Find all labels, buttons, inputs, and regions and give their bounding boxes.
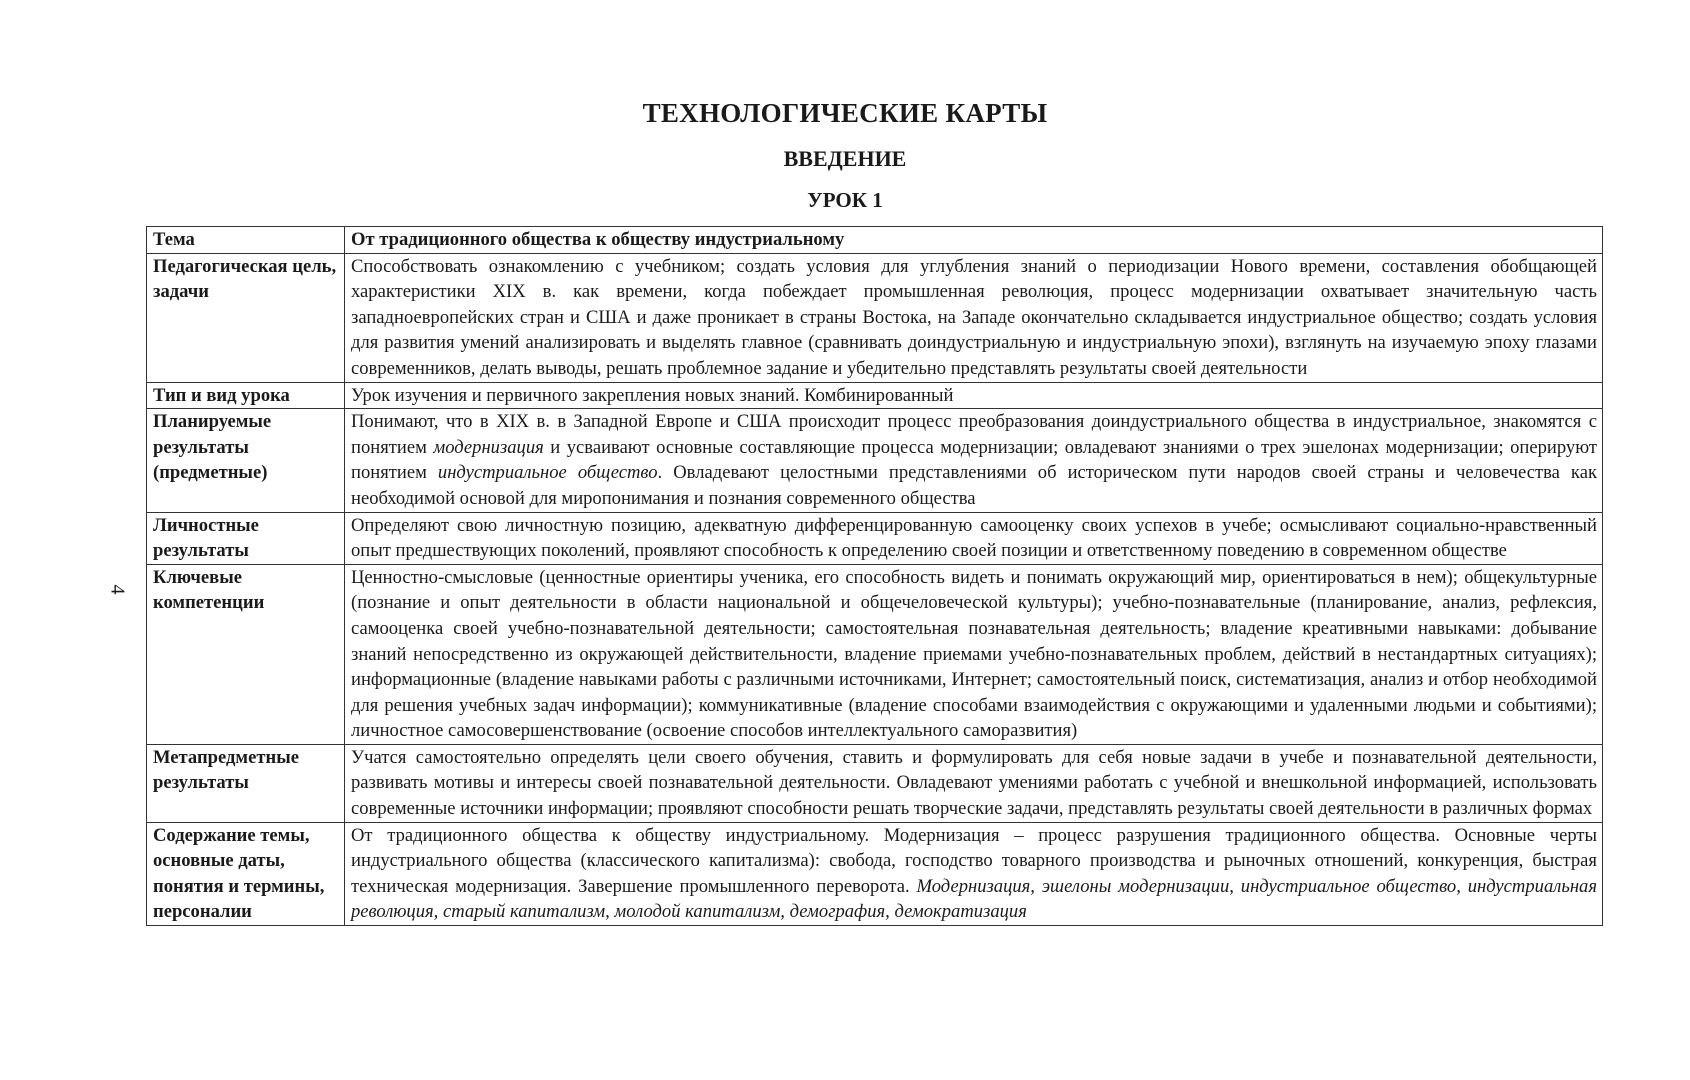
text-segment: . Овладевают целостными представлениями об историческом пути народов своей страны и человечества как необходимой основой для миропонимания и познания современного общества	[351, 462, 1597, 509]
row-label: Ключевые компетенции	[147, 564, 345, 744]
table-row-metasubject-results	[147, 744, 1603, 822]
table-row-lesson-type	[147, 382, 1603, 409]
text-segment: Понимают, что в XIX в. в Западной Европе и США происходит процесс преобразования доиндустриального общества в индустриальное, знакомятся с понятием	[351, 411, 1597, 458]
section-title: ВВЕДЕНИЕ	[783, 146, 907, 171]
row-label: Педагогическая цель, задачи	[147, 253, 345, 382]
row-value	[345, 409, 1603, 512]
row-value: Определяют свою личностную позицию, адекватную дифференцированную самооценку своих успехов в учебе; осмысливают социально-нравственный опыт предшествующих поколений, проявляют способность к определению своей позиции и ответственному поведению в современном обществе	[345, 512, 1603, 564]
table-row-personal-results	[147, 512, 1603, 564]
table-row-goal	[147, 253, 1603, 382]
row-label: Тип и вид урока	[147, 382, 345, 409]
term-italic: индустриальное общество	[437, 462, 658, 484]
row-label: Тема	[147, 227, 345, 254]
row-label: Метапредметные результаты	[147, 744, 345, 822]
row-value	[345, 822, 1603, 925]
row-value: Ценностно-смысловые (ценностные ориентиры ученика, его способность видеть и понимать окружающий мир, ориентироваться в нем); общекультурные (познание и опыт деятельности в области национальной и общечеловеческой культуры); учебно-познавательные (планирование, анализ, рефлексия, самооценка своей учебно-познавательной деятельности; самостоятельная познавательная деятельность; владение креативными навыками: добывание знаний непосредственно из окружающей действительности, владение приемами учебно-познавательных проблем, действий в нестандартных ситуациях); информационные (владение навыками работы с различными источниками, Интернет; самостоятельный поиск, систематизация, анализ и отбор необходимой для решения учебных задач информации); коммуникативные (владение способами взаимодействия с окружающими и удаленными людьми и событиями); личностное самосовершенствование (освоение способов интеллектуального саморазвития)	[345, 564, 1603, 744]
table-row-topic	[147, 227, 1603, 254]
lesson-title: УРОК 1	[807, 188, 883, 212]
row-label: Личностные результаты	[147, 512, 345, 564]
technology-card-table	[146, 226, 1603, 926]
table-row-topic-content	[147, 822, 1603, 925]
terms-italic: Модернизация, эшелоны модернизации, индустриальное общество, индустриальная революция, старый капитализм, молодой капитализм, демография, демократизация	[351, 875, 1597, 923]
row-value: От традиционного общества к обществу индустриальному	[345, 227, 1603, 254]
term-italic: модернизация	[433, 436, 544, 458]
text-segment: От традиционного общества к обществу индустриальному. Модернизация – процесс разрушения традиционного общества. Основные черты индустриального общества (классического капитализма): свобода, господство товарного производства и рыночных отношений, конкуренция, быстрая техническая модернизация. Завершение промышленного переворота.	[351, 824, 1597, 897]
page-number: 4	[106, 584, 129, 595]
row-value: Учатся самостоятельно определять цели своего обучения, ставить и формулировать для себя новые задачи в учебе и познавательной деятельности, развивать мотивы и интересы своей познавательной деятельности. Овладевают умениями работать с учебной и внешкольной информацией, использовать современные источники информации; проявляют способности решать творческие задачи, представлять результаты своей деятельности в различных формах	[345, 744, 1603, 822]
table-row-planned-results	[147, 409, 1603, 512]
row-label: Планируемые результаты (предметные)	[147, 409, 345, 512]
text-segment: и усваивают основные составляющие процесса модернизации; овладевают знаниями о трех эшелонах модернизации; оперируют понятием	[351, 436, 1597, 484]
row-value: Способствовать ознакомлению с учебником; создать условия для углубления знаний о периодизации Нового времени, составления обобщающей характеристики XIX в. как времени, когда побеждает промышленная революция, процесс модернизации охватывает значительную часть западноевропейских стран и США и даже проникает в страны Востока, на Западе окончательно складывается индустриальное общество; создать условия для развития умений анализировать и выделять главное (сравнивать доиндустриальную и индустриальную эпохи), взглянуть на изучаемую эпоху глазами современников, делать выводы, решать проблемное задание и убедительно представлять результаты своей деятельности	[345, 253, 1603, 382]
row-label: Содержание темы, основные даты, понятия и термины, персоналии	[147, 822, 345, 925]
row-value: Урок изучения и первичного закрепления новых знаний. Комбинированный	[345, 382, 1603, 409]
table-row-key-competencies	[147, 564, 1603, 744]
document-title: ТЕХНОЛОГИЧЕСКИЕ КАРТЫ	[642, 98, 1048, 128]
